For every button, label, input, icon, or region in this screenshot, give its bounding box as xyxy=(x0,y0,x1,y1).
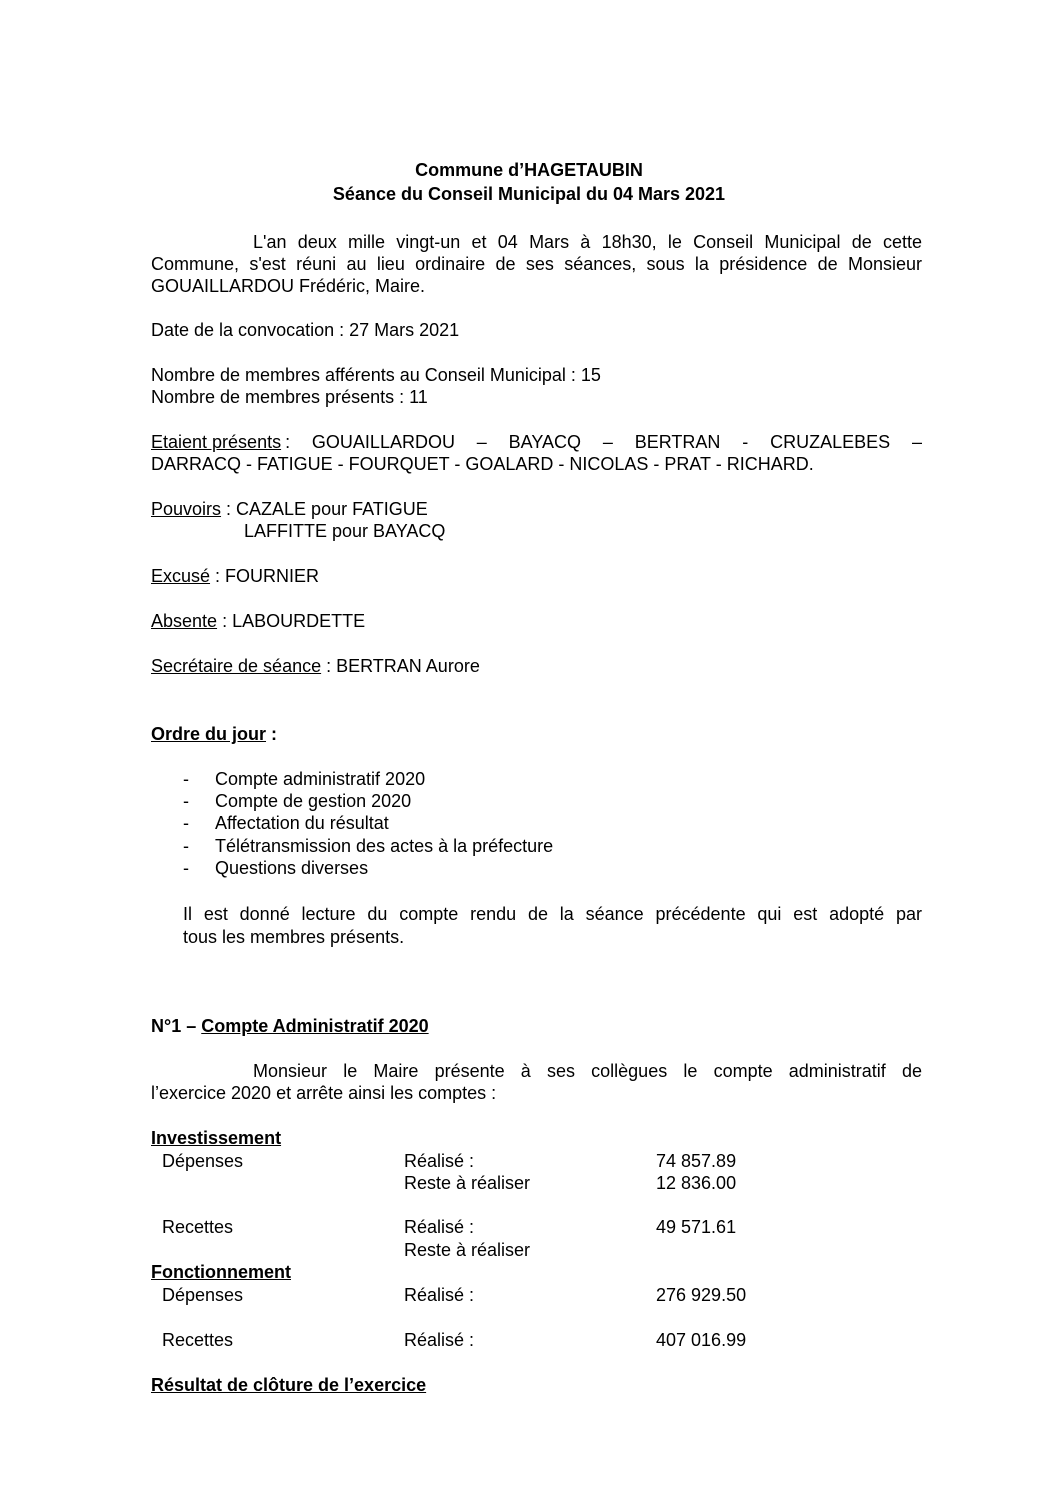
secretary-line xyxy=(151,655,480,677)
investment-revenue-remaining-label: Reste à réaliser xyxy=(404,1240,531,1260)
agenda-item: Compte de gestion 2020 xyxy=(215,791,412,811)
investment-heading: Investissement xyxy=(151,1128,282,1148)
absent-line xyxy=(151,610,365,632)
reading-line-2: tous les membres présents. xyxy=(183,927,405,947)
section-1-heading xyxy=(151,1015,429,1037)
agenda-label: Ordre du jour xyxy=(151,724,267,744)
proxy-1: : CAZALE pour FATIGUE xyxy=(221,499,428,519)
operating-expenses-realised-value: 276 929.50 xyxy=(656,1285,747,1305)
section-1-number: N°1 – xyxy=(151,1016,202,1036)
agenda-bullet: - xyxy=(183,791,189,811)
agenda-bullet: - xyxy=(183,769,189,789)
reading-line-1: Il est donné lecture du compte rendu de la séance précédente qui est adopté par xyxy=(183,904,922,924)
convocation-date: Date de la convocation : 27 Mars 2021 xyxy=(151,320,460,340)
secretary-value: : BERTRAN Aurore xyxy=(321,656,480,676)
proxies-label: Pouvoirs xyxy=(151,499,222,519)
closing-result-heading: Résultat de clôture de l’exercice xyxy=(151,1375,427,1395)
investment-expenses-remaining-label: Reste à réaliser xyxy=(404,1173,531,1193)
agenda-item: Compte administratif 2020 xyxy=(215,769,426,789)
intro-line-1: L'an deux mille vingt-un et 04 Mars à 18h30, le Conseil Municipal de cette xyxy=(253,232,922,252)
excused-line xyxy=(151,565,319,587)
operating-expenses-label: Dépenses xyxy=(162,1285,244,1305)
agenda-item: Télétransmission des actes à la préfecture xyxy=(215,836,554,856)
operating-heading: Fonctionnement xyxy=(151,1262,291,1282)
agenda-bullet: - xyxy=(183,858,189,878)
section-1-text-line-1: Monsieur le Maire présente à ses collègues le compte administratif de xyxy=(253,1061,922,1081)
absent-value: : LABOURDETTE xyxy=(217,611,366,631)
investment-revenue-realised-value: 49 571.61 xyxy=(656,1217,737,1237)
investment-expenses-realised-label: Réalisé : xyxy=(404,1151,475,1171)
present-list-line-2: DARRACQ - FATIGUE - FOURQUET - GOALARD - NICOLAS - PRAT - RICHARD. xyxy=(151,454,814,474)
secretary-label: Secrétaire de séance xyxy=(151,656,322,676)
agenda-item: Affectation du résultat xyxy=(215,813,389,833)
present-list-line-1 xyxy=(151,431,922,453)
operating-expenses-realised-label: Réalisé : xyxy=(404,1285,475,1305)
agenda-bullet: - xyxy=(183,813,189,833)
present-names-1: : GOUAILLARDOU – BAYACQ – BERTRAN - CRUZALEBES – xyxy=(285,432,922,452)
investment-revenue-label: Recettes xyxy=(162,1217,234,1237)
agenda-colon: : xyxy=(266,724,278,744)
section-1-text-line-2: l’exercice 2020 et arrête ainsi les comptes : xyxy=(151,1083,497,1103)
investment-revenue-realised-label: Réalisé : xyxy=(404,1217,475,1237)
investment-expenses-label: Dépenses xyxy=(162,1151,244,1171)
session-title: Séance du Conseil Municipal du 04 Mars 2021 xyxy=(332,184,726,204)
intro-line-2: Commune, s'est réuni au lieu ordinaire de ses séances, sous la présidence de Monsieur xyxy=(151,254,922,274)
agenda-heading xyxy=(151,723,277,745)
investment-expenses-realised-value: 74 857.89 xyxy=(656,1151,737,1171)
members-total: Nombre de membres afférents au Conseil Municipal : 15 xyxy=(151,365,601,385)
proxies-line-1 xyxy=(151,498,428,520)
proxy-2: LAFFITTE pour BAYACQ xyxy=(244,521,446,541)
operating-revenue-realised-label: Réalisé : xyxy=(404,1330,475,1350)
investment-expenses-remaining-value: 12 836.00 xyxy=(656,1173,737,1193)
section-1-title: Compte Administratif 2020 xyxy=(201,1016,429,1036)
agenda-bullet: - xyxy=(183,836,189,856)
document-title: Commune d’HAGETAUBIN xyxy=(415,160,643,180)
excused-label: Excusé xyxy=(151,566,211,586)
agenda-item: Questions diverses xyxy=(215,858,369,878)
operating-revenue-label: Recettes xyxy=(162,1330,234,1350)
intro-line-3: GOUAILLARDOU Frédéric, Maire. xyxy=(151,276,426,296)
absent-label: Absente xyxy=(151,611,218,631)
excused-value: : FOURNIER xyxy=(210,566,320,586)
operating-revenue-realised-value: 407 016.99 xyxy=(656,1330,747,1350)
present-label: Etaient présents xyxy=(151,432,282,452)
members-present: Nombre de membres présents : 11 xyxy=(151,387,428,407)
